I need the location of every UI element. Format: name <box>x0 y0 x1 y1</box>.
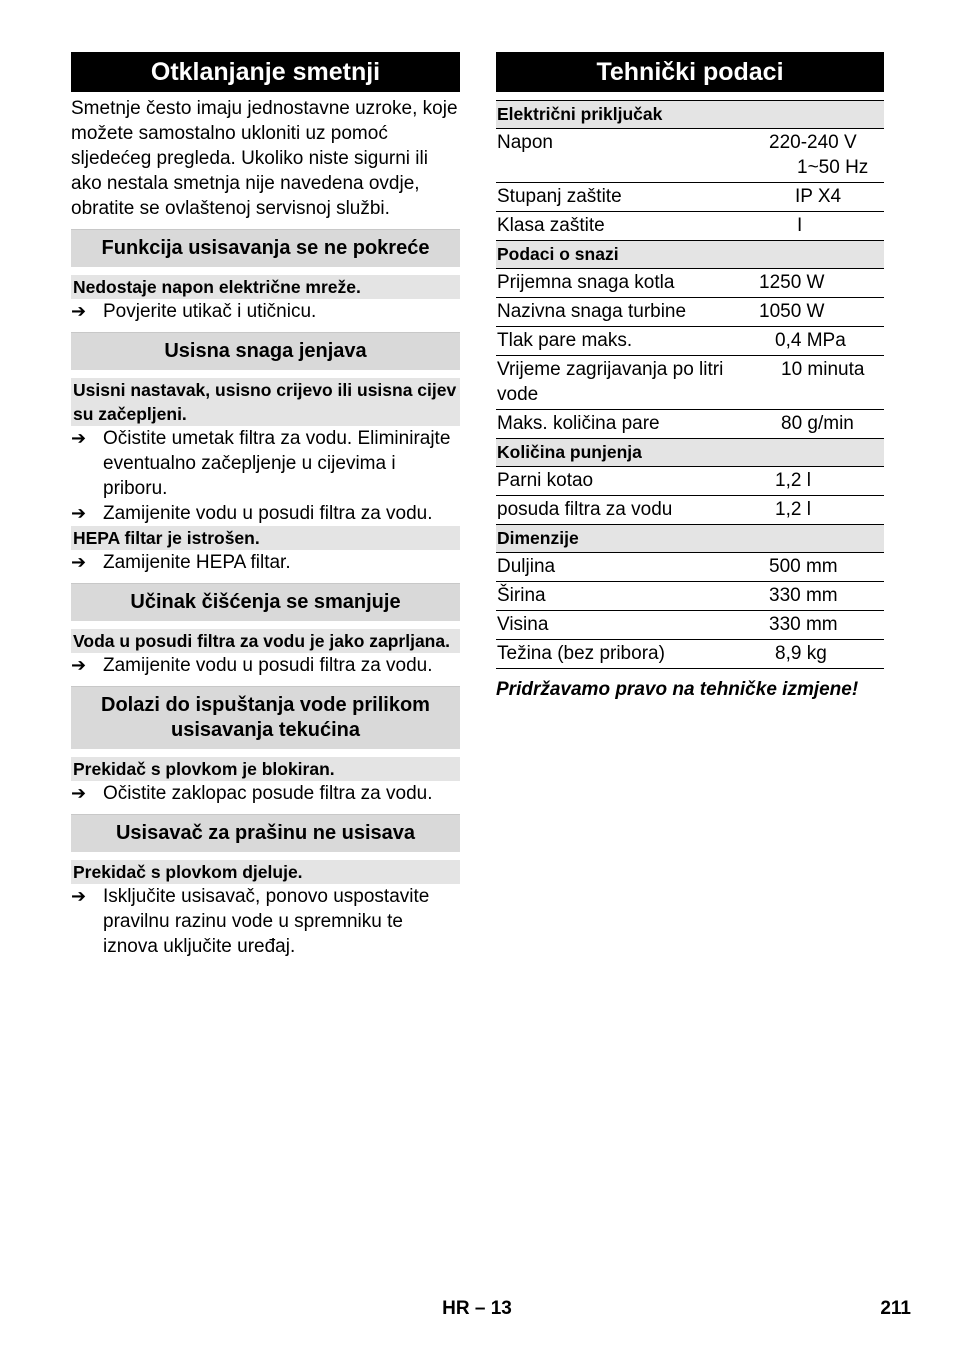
step-text: Zamijenite vodu u posudi filtra za vodu. <box>103 655 433 676</box>
table-row <box>496 356 884 410</box>
row-value <box>738 467 884 496</box>
troubleshooting-column <box>71 52 460 959</box>
group-title: Dimenzije <box>496 525 884 553</box>
row-label: posuda filtra za vodu <box>496 496 738 525</box>
row-value <box>738 582 884 611</box>
cause-title: Prekidač s plovkom djeluje. <box>71 860 460 884</box>
cause-title: Nedostaje napon električne mreže. <box>71 275 460 299</box>
row-value <box>738 611 884 640</box>
section-title: Učinak čišćenja se smanjuje <box>71 583 460 621</box>
step-text: Povjerite utikač i utičnicu. <box>103 301 317 322</box>
section-title: Usisavač za prašinu ne usisava <box>71 814 460 852</box>
tech-data-title: Tehnički podaci <box>496 52 884 92</box>
row-value-line: 500 mm <box>769 556 838 577</box>
tech-note: Pridržavamo pravo na tehničke izmjene! <box>496 679 859 700</box>
arrow-right-icon <box>71 781 103 806</box>
section-4 <box>71 686 460 806</box>
tech-data-column <box>496 52 884 701</box>
step-item <box>71 299 460 324</box>
row-value <box>738 183 884 212</box>
row-value <box>738 212 884 241</box>
section-title: Funkcija usisavanja se ne pokreće <box>71 229 460 267</box>
row-value-line: 330 mm <box>769 585 838 606</box>
row-value-line: 1~50 Hz <box>797 157 869 178</box>
arrow-right-icon <box>71 653 103 678</box>
row-value-line: 0,4 MPa <box>775 330 846 351</box>
row-value <box>738 327 884 356</box>
step-item <box>71 501 460 526</box>
group-title: Količina punjenja <box>496 439 884 467</box>
row-value-line: 330 mm <box>769 614 838 635</box>
row-value <box>738 410 884 439</box>
row-label: Vrijeme zagrijavanja po litri vode <box>496 356 738 410</box>
row-value-line: I <box>797 215 803 236</box>
step-text: Očistite zaklopac posude filtra za vodu. <box>103 783 433 804</box>
troubleshooting-intro: Smetnje često imaju jednostavne uzroke, koje možete samostalno ukloniti uz pomoć sljedećeg pregleda. Ukoliko niste sigurni ili ako nestala smetnja nije navedena ovdje, obratite se ovlaštenoj servisnoj službi. <box>71 98 458 219</box>
table-row <box>496 298 884 327</box>
cause-title: Prekidač s plovkom je blokiran. <box>71 757 460 781</box>
section-2 <box>71 332 460 575</box>
step-item <box>71 653 460 678</box>
row-value-line: 80 g/min <box>781 413 854 434</box>
row-value <box>738 269 884 298</box>
row-value-line: 1,2 l <box>775 470 811 491</box>
step-item <box>71 884 460 959</box>
table-row <box>496 183 884 212</box>
row-value-line: 1,2 l <box>775 499 811 520</box>
row-value-line: IP X4 <box>795 186 842 207</box>
row-label: Maks. količina pare <box>496 410 738 439</box>
row-label: Stupanj zaštite <box>496 183 738 212</box>
group-title: Električni priključak <box>496 101 884 129</box>
row-value <box>738 640 884 669</box>
section-title: Dolazi do ispuštanja vode prilikom usisavanja tekućina <box>71 686 460 749</box>
step-item <box>71 781 460 806</box>
row-label: Prijemna snaga kotla <box>496 269 738 298</box>
step-text: Očistite umetak filtra za vodu. Eliminirajte eventualno začepljenje u cijevima i priboru. <box>103 428 451 499</box>
page-number: 211 <box>880 1298 911 1319</box>
table-row <box>496 327 884 356</box>
row-label: Težina (bez pribora) <box>496 640 738 669</box>
row-label: Tlak pare maks. <box>496 327 738 356</box>
arrow-right-icon <box>71 501 103 526</box>
table-row <box>496 269 884 298</box>
row-label: Napon <box>496 129 738 183</box>
step-item <box>71 426 460 501</box>
row-label: Visina <box>496 611 738 640</box>
table-row <box>496 496 884 525</box>
row-value-line: 10 minuta <box>781 359 865 380</box>
cause-title: HEPA filtar je istrošen. <box>71 526 460 550</box>
step-text: Zamijenite HEPA filtar. <box>103 552 291 573</box>
table-row <box>496 640 884 669</box>
arrow-right-icon <box>71 550 103 575</box>
row-value <box>738 356 884 410</box>
troubleshooting-title: Otklanjanje smetnji <box>71 52 460 92</box>
row-label: Širina <box>496 582 738 611</box>
step-item <box>71 550 460 575</box>
row-value-line: 1250 W <box>759 272 825 293</box>
section-3 <box>71 583 460 678</box>
row-value <box>738 129 884 183</box>
table-row <box>496 129 884 183</box>
table-row <box>496 410 884 439</box>
section-5 <box>71 814 460 959</box>
footer-section-label: HR – 13 <box>442 1298 512 1319</box>
row-value-line: 8,9 kg <box>775 643 827 664</box>
table-row <box>496 212 884 241</box>
group-row <box>496 101 884 129</box>
tech-data-table <box>496 100 884 669</box>
group-row <box>496 241 884 269</box>
row-label: Duljina <box>496 553 738 582</box>
cause-title: Usisni nastavak, usisno crijevo ili usisna cijev su začepljeni. <box>71 378 460 426</box>
arrow-right-icon <box>71 299 103 324</box>
table-row <box>496 582 884 611</box>
group-row <box>496 525 884 553</box>
group-title: Podaci o snazi <box>496 241 884 269</box>
row-label: Klasa zaštite <box>496 212 738 241</box>
row-value-line: 1050 W <box>759 301 825 322</box>
row-value <box>738 553 884 582</box>
row-label: Nazivna snaga turbine <box>496 298 738 327</box>
row-value <box>738 298 884 327</box>
table-row <box>496 611 884 640</box>
arrow-right-icon <box>71 426 103 501</box>
step-text: Isključite usisavač, ponovo uspostavite pravilnu razinu vode u spremniku te iznova uključite uređaj. <box>103 886 430 957</box>
group-row <box>496 439 884 467</box>
section-1 <box>71 229 460 324</box>
row-label: Parni kotao <box>496 467 738 496</box>
cause-title: Voda u posudi filtra za vodu je jako zaprljana. <box>71 629 460 653</box>
step-text: Zamijenite vodu u posudi filtra za vodu. <box>103 503 433 524</box>
row-value <box>738 496 884 525</box>
row-value-line: 220-240 V <box>769 132 857 153</box>
table-row <box>496 467 884 496</box>
table-row <box>496 553 884 582</box>
section-title: Usisna snaga jenjava <box>71 332 460 370</box>
arrow-right-icon <box>71 884 103 959</box>
